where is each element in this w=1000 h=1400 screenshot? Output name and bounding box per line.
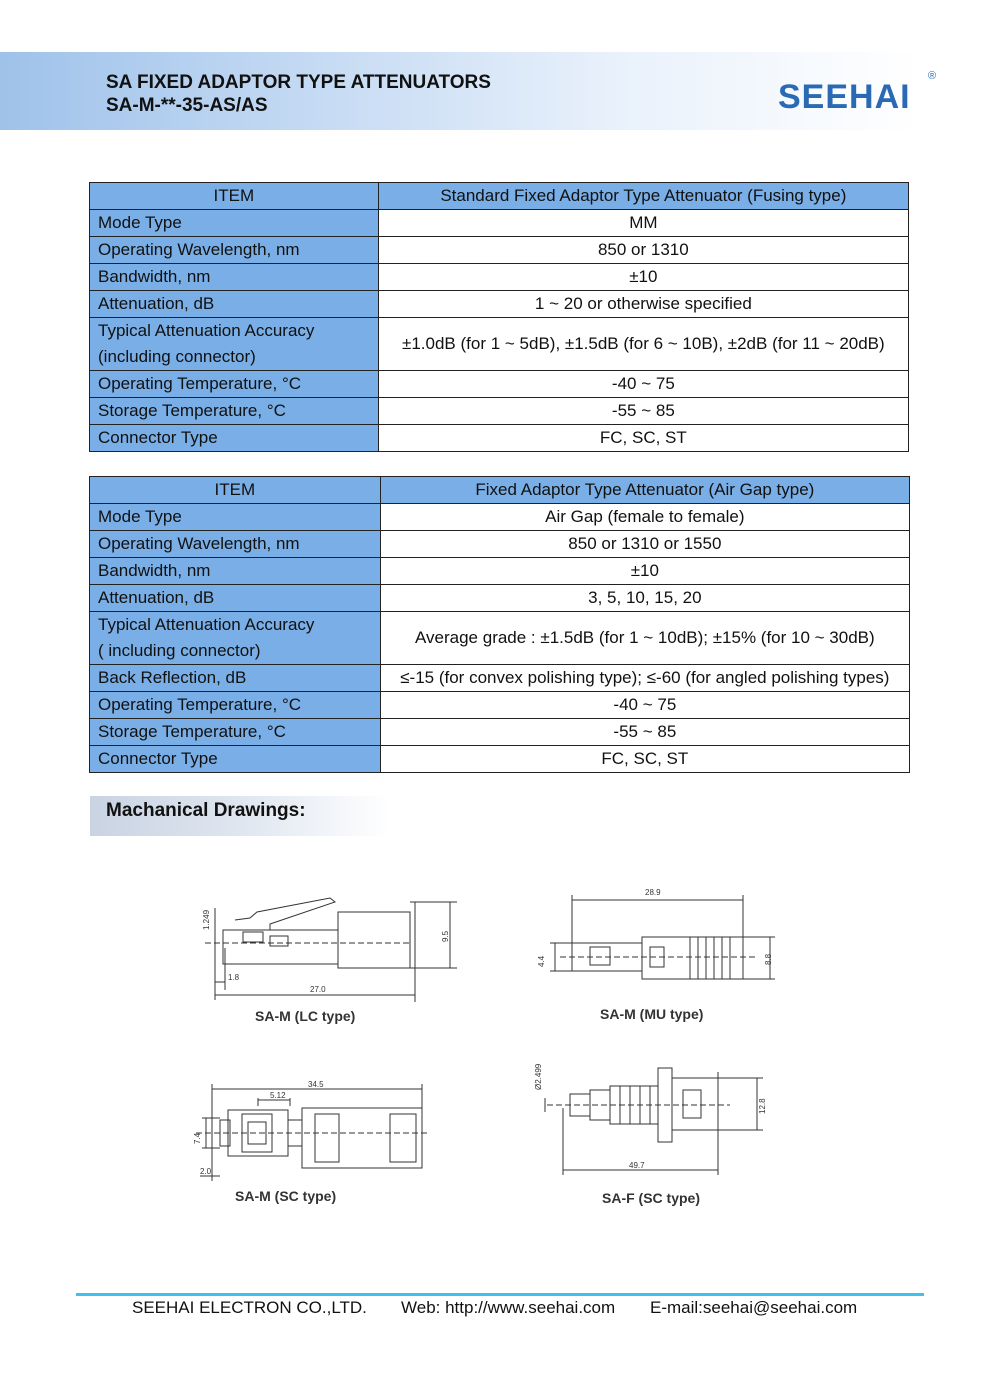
row-value: Average grade : ±1.5dB (for 1 ~ 10dB); ±15% (for 10 ~ 30dB) (380, 612, 909, 665)
table-header-item: ITEM (90, 183, 379, 210)
spec-table-fusing (89, 182, 909, 452)
table-row (90, 210, 909, 237)
dim-label: Ø2.499 (534, 1063, 543, 1090)
row-label: Bandwidth, nm (90, 558, 381, 585)
registered-mark: ® (928, 70, 937, 82)
dim-label: 1.249 (202, 909, 211, 930)
row-label: Operating Wavelength, nm (90, 531, 381, 558)
row-label: Mode Type (90, 210, 379, 237)
row-label-line2: ( including connector) (98, 641, 261, 660)
dim-label: 2.0 (200, 1167, 212, 1176)
doc-title: SA FIXED ADAPTOR TYPE ATTENUATORS (106, 72, 491, 93)
section-heading-text: Machanical Drawings: (106, 800, 306, 821)
row-value: FC, SC, ST (380, 746, 909, 773)
table-row (90, 531, 910, 558)
row-value: 850 or 1310 (378, 237, 908, 264)
table-row (90, 398, 909, 425)
dim-label: 27.0 (310, 985, 326, 994)
drawing-lc-type (195, 890, 465, 1010)
row-value: -40 ~ 75 (380, 692, 909, 719)
dim-label: 9.5 (441, 930, 450, 942)
dim-label: 12.8 (758, 1098, 767, 1114)
row-label (90, 612, 381, 665)
row-value: 1 ~ 20 or otherwise specified (378, 291, 908, 318)
drawing-caption: SA-M (LC type) (255, 1008, 356, 1024)
dim-label: 34.5 (308, 1080, 324, 1089)
row-value: MM (378, 210, 908, 237)
drawing-sc-type (190, 1076, 435, 1186)
doc-model: SA-M-**-35-AS/AS (106, 95, 268, 116)
table-row (90, 585, 910, 612)
row-value: Air Gap (female to female) (380, 504, 909, 531)
drawing-caption: SA-M (SC type) (235, 1188, 337, 1204)
row-label-line1: Typical Attenuation Accuracy (98, 321, 315, 340)
footer-divider (76, 1293, 924, 1296)
row-label: Connector Type (90, 425, 379, 452)
row-label-line1: Typical Attenuation Accuracy (98, 615, 315, 634)
drawing-caption: SA-M (MU type) (600, 1006, 704, 1022)
table-row (90, 425, 909, 452)
drawing-mu-type (530, 885, 790, 995)
footer-email[interactable]: E-mail:seehai@seehai.com (650, 1298, 858, 1317)
header-banner (0, 52, 1000, 130)
brand-logo: SEEHAI (778, 78, 911, 116)
row-value: 850 or 1310 or 1550 (380, 531, 909, 558)
row-label: Storage Temperature, °C (90, 398, 379, 425)
table-row (90, 692, 910, 719)
table-row (90, 665, 910, 692)
row-label: Operating Temperature, °C (90, 692, 381, 719)
table-row (90, 504, 910, 531)
row-label: Operating Wavelength, nm (90, 237, 379, 264)
table-row (90, 371, 909, 398)
row-label: Back Reflection, dB (90, 665, 381, 692)
row-label: Storage Temperature, °C (90, 719, 381, 746)
table-row (90, 719, 910, 746)
row-value: FC, SC, ST (378, 425, 908, 452)
dim-label: 1.8 (228, 973, 240, 982)
footer-website[interactable]: Web: http://www.seehai.com (401, 1298, 616, 1317)
row-value: ±10 (380, 558, 909, 585)
dim-label: 49.7 (629, 1161, 645, 1170)
dim-label: 8.8 (764, 953, 773, 965)
table-row (90, 237, 909, 264)
table-row (90, 291, 909, 318)
row-value: -55 ~ 85 (380, 719, 909, 746)
dim-label: 7.4 (193, 1132, 202, 1144)
row-label-line2: (including connector) (98, 347, 256, 366)
table-row (90, 558, 910, 585)
table-row (90, 612, 910, 665)
row-label: Attenuation, dB (90, 291, 379, 318)
row-value: ±1.0dB (for 1 ~ 5dB), ±1.5dB (for 6 ~ 10B), ±2dB (for 11 ~ 20dB) (378, 318, 908, 371)
section-heading (90, 796, 390, 836)
table-header-item: ITEM (90, 477, 381, 504)
row-value: 3, 5, 10, 15, 20 (380, 585, 909, 612)
dim-label: 4.4 (537, 955, 546, 967)
row-value: -40 ~ 75 (378, 371, 908, 398)
table-row (90, 318, 909, 371)
table-row (90, 264, 909, 291)
table-header-spec: Fixed Adaptor Type Attenuator (Air Gap type) (380, 477, 909, 504)
row-value: ±10 (378, 264, 908, 291)
dim-label: 5.12 (270, 1091, 286, 1100)
drawing-caption: SA-F (SC type) (602, 1190, 700, 1206)
row-value: ≤-15 (for convex polishing type); ≤-60 (for angled polishing types) (380, 665, 909, 692)
drawing-saf-type (525, 1050, 785, 1180)
row-label: Connector Type (90, 746, 381, 773)
row-label: Attenuation, dB (90, 585, 381, 612)
row-label: Bandwidth, nm (90, 264, 379, 291)
footer-company: SEEHAI ELECTRON CO.,LTD. (132, 1298, 367, 1317)
table-header-spec: Standard Fixed Adaptor Type Attenuator (Fusing type) (378, 183, 908, 210)
row-label: Operating Temperature, °C (90, 371, 379, 398)
row-label (90, 318, 379, 371)
spec-table-air-gap (89, 476, 910, 773)
row-label: Mode Type (90, 504, 381, 531)
table-row (90, 746, 910, 773)
row-value: -55 ~ 85 (378, 398, 908, 425)
dim-label: 28.9 (645, 888, 661, 897)
